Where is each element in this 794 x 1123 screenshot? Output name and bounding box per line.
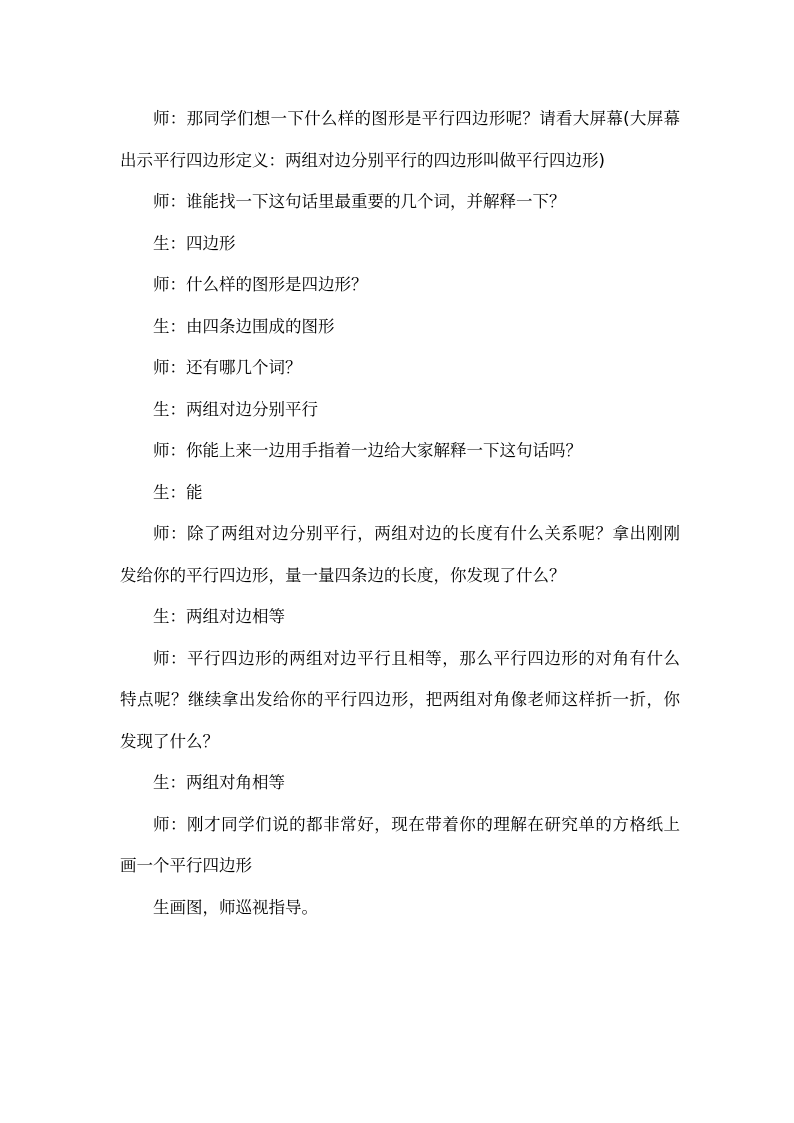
paragraph-teacher-draw: 师：刚才同学们说的都非常好，现在带着你的理解在研究单的方格纸上画一个平行四边形 (120, 814, 680, 875)
paragraph-student-four-sides: 生：由四条边围成的图形 (153, 316, 335, 336)
paragraph-teacher-key-words: 师：谁能找一下这句话里最重要的几个词，并解释一下？ (153, 192, 566, 211)
paragraph-teacher-question-definition: 师：那同学们想一下什么样的图形是平行四边形呢？请看大屏幕(大屏幕出示平行四边形定义：两组对边分别平行的四边形叫做平行四边形) (120, 109, 680, 170)
paragraph-teacher-explain: 师：你能上来一边用手指着一边给大家解释一下这句话吗？ (153, 441, 582, 460)
paragraph-student-yes: 生：能 (153, 482, 203, 502)
paragraph-student-sides-equal: 生：两组对边相等 (153, 607, 285, 626)
paragraph-student-angles-equal: 生：两组对角相等 (153, 773, 285, 792)
paragraph-student-opposite-parallel: 生：两组对边分别平行 (153, 399, 318, 419)
document-page (120, 98, 680, 928)
paragraph-teacher-side-lengths: 师：除了两组对边分别平行，两组对边的长度有什么关系呢？拿出刚刚发给你的平行四边形，量一量四条边的长度，你发现了什么？ (120, 524, 680, 585)
paragraph-teacher-what-quadrilateral: 师：什么样的图形是四边形？ (153, 275, 368, 294)
paragraph-student-quadrilateral: 生：四边形 (153, 233, 236, 253)
paragraph-activity-note: 生画图，师巡视指导。 (153, 897, 318, 917)
paragraph-teacher-opposite-angles: 师：平行四边形的两组对边平行且相等，那么平行四边形的对角有什么特点呢？继续拿出发给你的平行四边形，把两组对角像老师这样折一折，你发现了什么？ (120, 648, 680, 751)
paragraph-teacher-other-words: 师：还有哪几个词？ (153, 358, 302, 377)
